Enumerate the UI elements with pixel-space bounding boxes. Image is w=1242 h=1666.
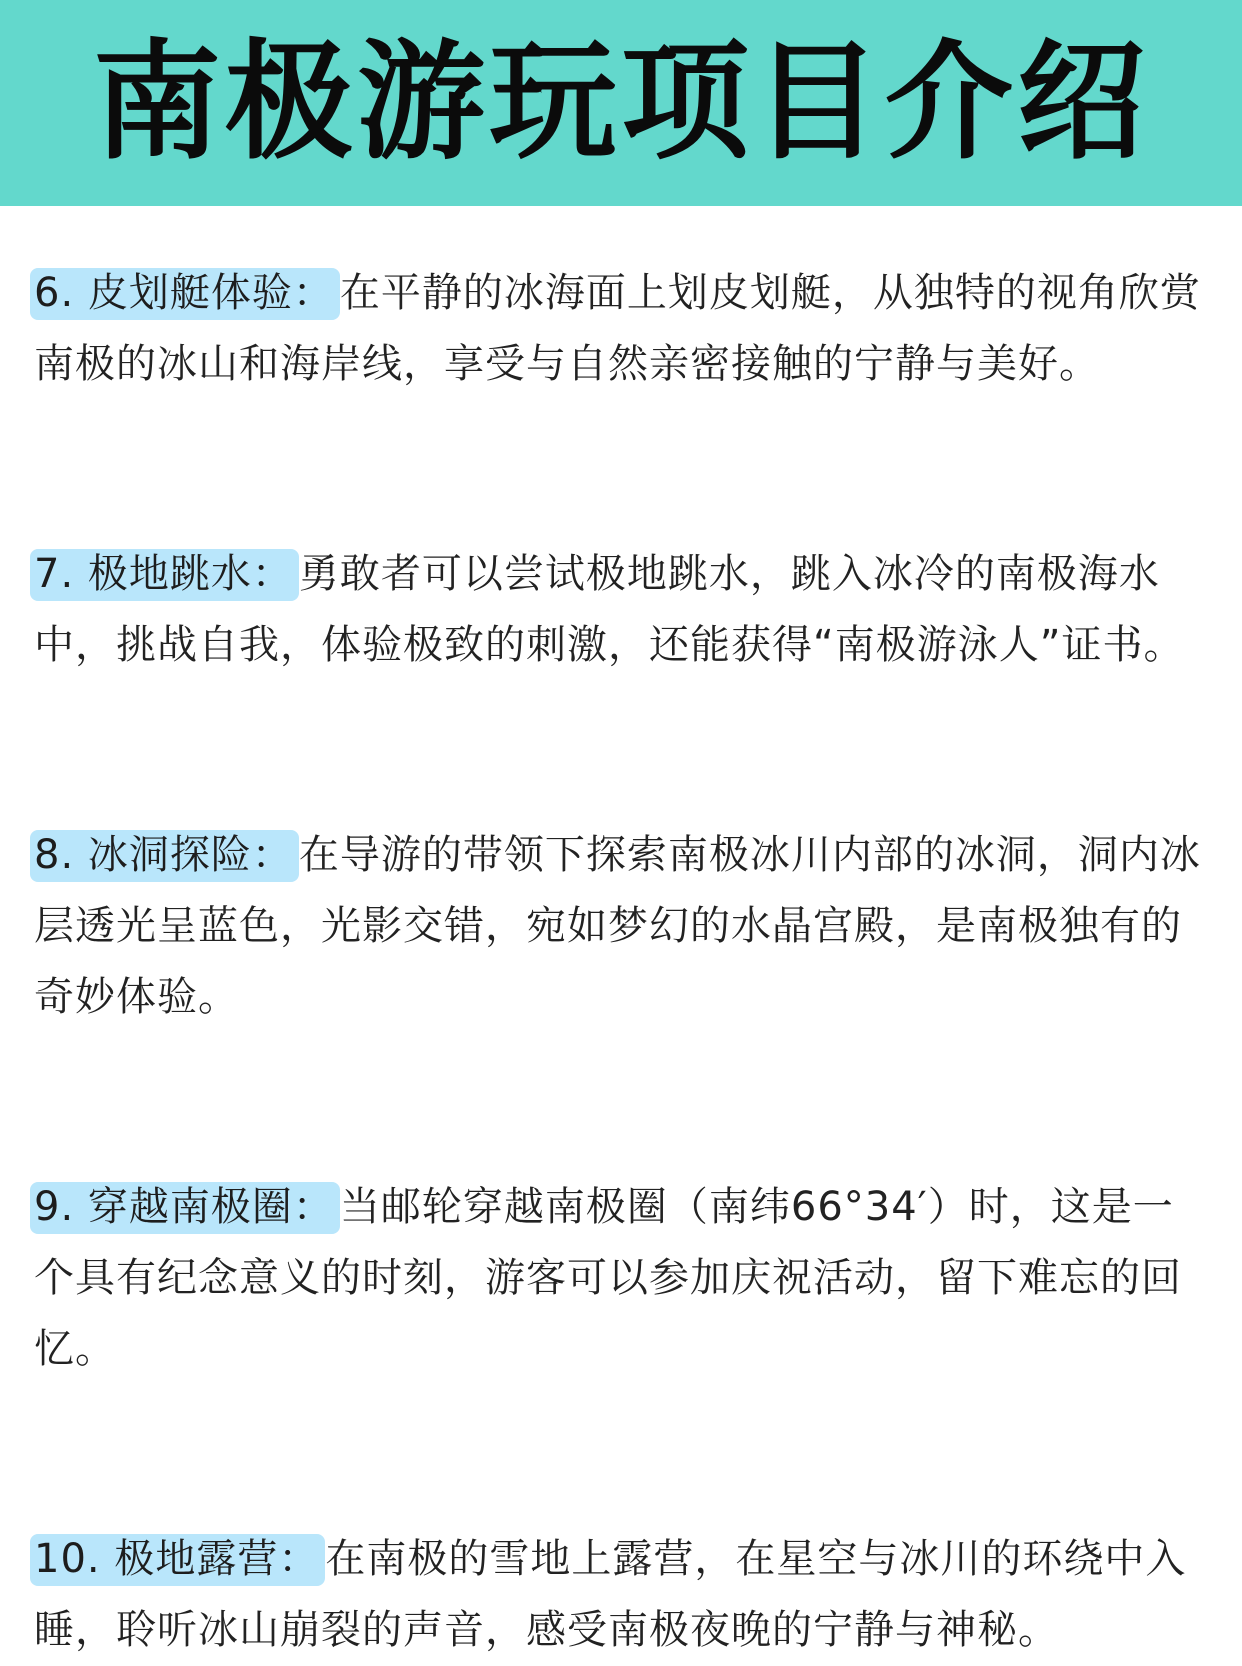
activity-description: 当邮轮穿越南极圈（南纬66°34′）时，这是一个具有纪念意义的时刻，游客可以参加庆祝活动，留下难忘的回忆。	[34, 1184, 1182, 1372]
activity-description: 在导游的带领下探索南极冰川内部的冰洞，洞内冰层透光呈蓝色，光影交错，宛如梦幻的水晶宫殿，是南极独有的奇妙体验。	[34, 832, 1201, 1020]
activity-label: 7. 极地跳水：	[30, 549, 299, 601]
activity-label: 8. 冰洞探险：	[30, 830, 299, 882]
activity-list	[34, 258, 1212, 1666]
activity-description: 勇敢者可以尝试极地跳水，跳入冰冷的南极海水中，挑战自我，体验极致的刺激，还能获得“南极游泳人”证书。	[34, 551, 1185, 668]
activity-item-ice-cave	[34, 820, 1212, 1033]
activity-item-polar-plunge	[34, 539, 1212, 681]
activity-item-camping	[34, 1524, 1212, 1666]
page-title: 南极游玩项目介绍	[92, 28, 1149, 177]
activity-label: 9. 穿越南极圈：	[30, 1182, 340, 1234]
activity-label: 10. 极地露营：	[30, 1534, 325, 1586]
activity-description: 在南极的雪地上露营，在星空与冰川的环绕中入睡，聆听冰山崩裂的声音，感受南极夜晚的宁静与神秘。	[34, 1536, 1187, 1653]
activity-item-kayaking	[34, 258, 1212, 400]
title-banner	[0, 0, 1242, 206]
activity-item-antarctic-circle	[34, 1172, 1212, 1385]
activity-label: 6. 皮划艇体验：	[30, 268, 340, 320]
activity-description: 在平静的冰海面上划皮划艇，从独特的视角欣赏南极的冰山和海岸线，享受与自然亲密接触的宁静与美好。	[34, 270, 1201, 387]
